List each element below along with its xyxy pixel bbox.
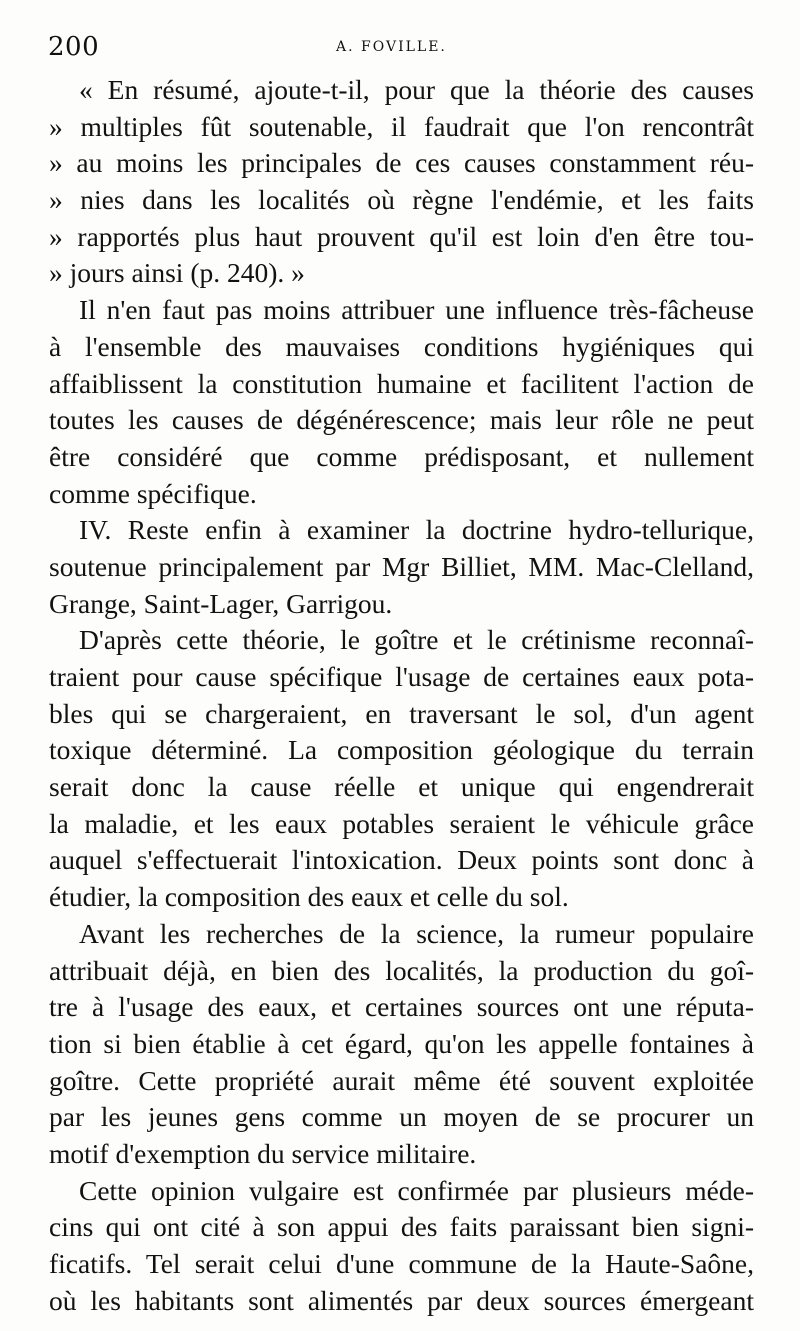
text-line: » rapportés plus haut prouvent qu'il est loin d'en être tou- [49, 220, 754, 252]
body-text [49, 72, 754, 1319]
text-line: toxique déterminé. La composition géologique du terrain [49, 734, 754, 766]
text-line: » jours ainsi (p. 240). » [49, 257, 305, 289]
text-line: Cette opinion vulgaire est confirmée par plusieurs méde- [79, 1174, 754, 1206]
text-line: tion si bien établie à cet égard, qu'on les appelle fontaines à [49, 1027, 754, 1059]
text-line: soutenue principalement par Mgr Billiet, MM. Mac-Clelland, [49, 550, 754, 582]
text-line: Avant les recherches de la science, la rumeur populaire [79, 917, 754, 949]
text-line: comme spécifique. [49, 477, 257, 509]
text-line: attribuait déjà, en bien des localités, la production du goî- [49, 954, 754, 986]
text-line: D'après cette théorie, le goître et le crétinisme reconnaî- [79, 624, 754, 656]
text-line: traient pour cause spécifique l'usage de certaines eaux pota- [49, 661, 754, 692]
text-line: serait donc la cause réelle et unique qui engendrerait [49, 771, 754, 803]
text-line: « En résumé, ajoute-t-il, pour que la théorie des causes [79, 74, 754, 105]
text-line: la maladie, et les eaux potables seraient le véhicule grâce [49, 807, 754, 839]
text-line: Grange, Saint-Lager, Garrigou. [49, 587, 393, 619]
text-line: tre à l'usage des eaux, et certaines sources ont une réputa- [49, 991, 754, 1023]
page-header [48, 32, 758, 62]
text-line: bles qui se chargeraient, en traversant le sol, d'un agent [49, 697, 754, 729]
text-line: » nies dans les localités où règne l'endémie, et les faits [49, 184, 754, 216]
text-line: IV. Reste enfin à examiner la doctrine hydro-tellurique, [79, 514, 754, 546]
text-line: étudier, la composition des eaux et celle du sol. [49, 881, 569, 913]
text-line: être considéré que comme prédisposant, et nullement [49, 440, 754, 472]
text-line: où les habitants sont alimentés par deux sources émergeant [49, 1284, 754, 1316]
text-line: ficatifs. Tel serait celui d'une commune de la Haute-Saône, [49, 1248, 754, 1279]
text-line: cins qui ont cité à son appui des faits paraissant bien signi- [49, 1211, 754, 1243]
text-line: » multiples fût soutenable, il faudrait que l'on rencontrât [49, 110, 754, 142]
text-line: Il n'en faut pas moins attribuer une influence très-fâcheuse [79, 294, 754, 326]
text-line: motif d'exemption du service militaire. [49, 1137, 477, 1169]
text-line: goître. Cette propriété aurait même été souvent exploitée [49, 1064, 754, 1096]
text-line: par les jeunes gens comme un moyen de se procurer un [49, 1101, 754, 1133]
text-line: affaiblissent la constitution humaine et facilitent l'action de [49, 367, 754, 399]
running-head: A. FOVILLE. [336, 39, 447, 55]
page-number: 200 [48, 32, 100, 62]
text-line: à l'ensemble des mauvaises conditions hygiéniques qui [49, 330, 754, 362]
text-line: auquel s'effectuerait l'intoxication. Deux points sont donc à [49, 844, 754, 876]
text-line: » au moins les principales de ces causes constamment réu- [49, 147, 754, 179]
text-line: toutes les causes de dégénérescence; mais leur rôle ne peut [49, 404, 754, 436]
